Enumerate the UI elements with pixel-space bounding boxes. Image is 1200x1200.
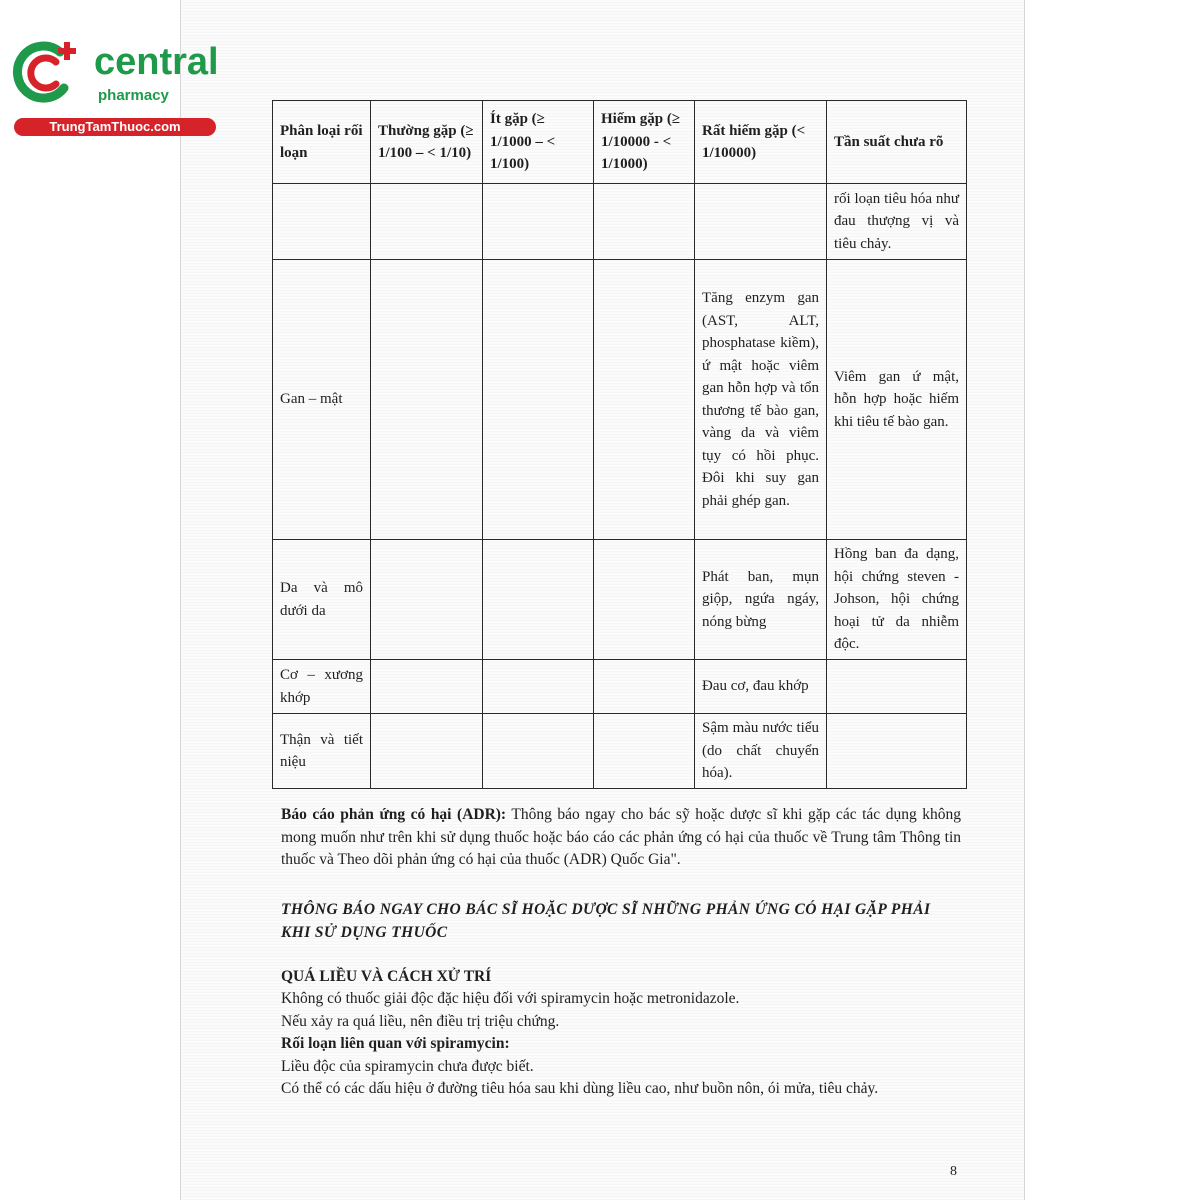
header-very-rare: Rất hiếm gặp (< 1/10000) (695, 101, 827, 184)
table-cell: Hồng ban đa dạng, hội chứng steven - Johson, hội chứng hoại tử da nhiễm độc. (827, 540, 967, 660)
table-cell: Sậm màu nước tiểu (do chất chuyển hóa). (695, 714, 827, 789)
table-row (273, 184, 967, 260)
table-row (273, 660, 967, 714)
table-cell: rối loạn tiêu hóa như đau thượng vị và tiêu chảy. (827, 184, 967, 260)
header-rare: Hiếm gặp (≥ 1/10000 - < 1/1000) (594, 101, 695, 184)
table-cell (594, 660, 695, 714)
table-cell (371, 714, 483, 789)
table-cell: Da và mô dưới da (273, 540, 371, 660)
table-cell (371, 660, 483, 714)
table-cell: Thận và tiết niệu (273, 714, 371, 789)
table-cell (483, 540, 594, 660)
logo-site-badge: TrungTamThuoc.com (14, 118, 216, 136)
table-cell (594, 260, 695, 540)
table-cell (827, 660, 967, 714)
table-cell (594, 184, 695, 260)
page-number: 8 (950, 1164, 957, 1179)
overdose-line: Có thể có các dấu hiệu ở đường tiêu hóa sau khi dùng liều cao, như buồn nôn, ói mửa, tiêu chảy. (281, 1080, 879, 1097)
table-header-row (273, 101, 967, 184)
table-cell (483, 260, 594, 540)
overdose-line: Không có thuốc giải độc đặc hiệu đối với spiramycin hoặc metronidazole. (281, 990, 740, 1007)
table-row (273, 714, 967, 789)
central-pharmacy-logo (8, 38, 218, 138)
logo-sub-text: pharmacy (98, 87, 169, 104)
table-cell (483, 660, 594, 714)
table-cell: Đau cơ, đau khớp (695, 660, 827, 714)
table-cell: Viêm gan ứ mật, hỗn hợp hoặc hiếm khi tiêu tế bào gan. (827, 260, 967, 540)
table-cell (594, 714, 695, 789)
adr-report-text: Thông báo ngay cho bác sỹ hoặc dược sĩ khi gặp các tác dụng không mong muốn như trên khi sử dụng thuốc hoặc báo cáo các phản ứng có hại của thuốc về Trung tâm Thông tin thuốc và Theo dõi phản ứng có hại của thuốc (ADR) Quốc Gia". (281, 806, 962, 868)
warning-heading: THÔNG BÁO NGAY CHO BÁC SĨ HOẶC DƯỢC SĨ NHỮNG PHẢN ỨNG CÓ HẠI GẶP PHẢI KHI SỬ DỤNG THUỐC (281, 901, 931, 941)
adr-report-label: Báo cáo phản ứng có hại (ADR): (281, 806, 507, 823)
header-classification: Phân loại rối loạn (273, 101, 371, 184)
table-row (273, 540, 967, 660)
logo-brand-text: central (94, 41, 219, 83)
overdose-line: Liều độc của spiramycin chưa được biết. (281, 1057, 534, 1075)
overdose-section (281, 988, 961, 1101)
adr-report-paragraph (281, 804, 961, 872)
table-cell (273, 184, 371, 260)
table-cell (695, 184, 827, 260)
table-row (273, 260, 967, 540)
table-cell: Phát ban, mụn giộp, ngứa ngáy, nóng bừng (695, 540, 827, 660)
table-cell (594, 540, 695, 660)
pharmacy-logo-icon (12, 38, 84, 108)
header-frequency-unknown: Tần suất chưa rõ (827, 101, 967, 184)
header-common: Thường gặp (≥ 1/100 – < 1/10) (371, 101, 483, 184)
table-cell (371, 184, 483, 260)
header-uncommon: Ít gặp (≥ 1/1000 – < 1/100) (483, 101, 594, 184)
overdose-subheading: Rối loạn liên quan với spiramycin: (281, 1035, 510, 1052)
table-cell (483, 714, 594, 789)
table-cell (483, 184, 594, 260)
overdose-title: QUÁ LIỀU VÀ CÁCH XỬ TRÍ (281, 968, 492, 985)
table-cell (371, 540, 483, 660)
table-cell: Tăng enzym gan (AST, ALT, phosphatase kiềm), ứ mật hoặc viêm gan hỗn hợp và tổn thương tế bào gan, vàng da và viêm tụy có hồi phục. Đôi khi suy gan phải ghép gan. (695, 260, 827, 540)
table-cell: Cơ – xương khớp (273, 660, 371, 714)
table-cell: Gan – mật (273, 260, 371, 540)
adverse-reactions-table (272, 100, 967, 789)
table-cell (827, 714, 967, 789)
overdose-line: Nếu xảy ra quá liều, nên điều trị triệu chứng. (281, 1012, 560, 1030)
table-cell (371, 260, 483, 540)
